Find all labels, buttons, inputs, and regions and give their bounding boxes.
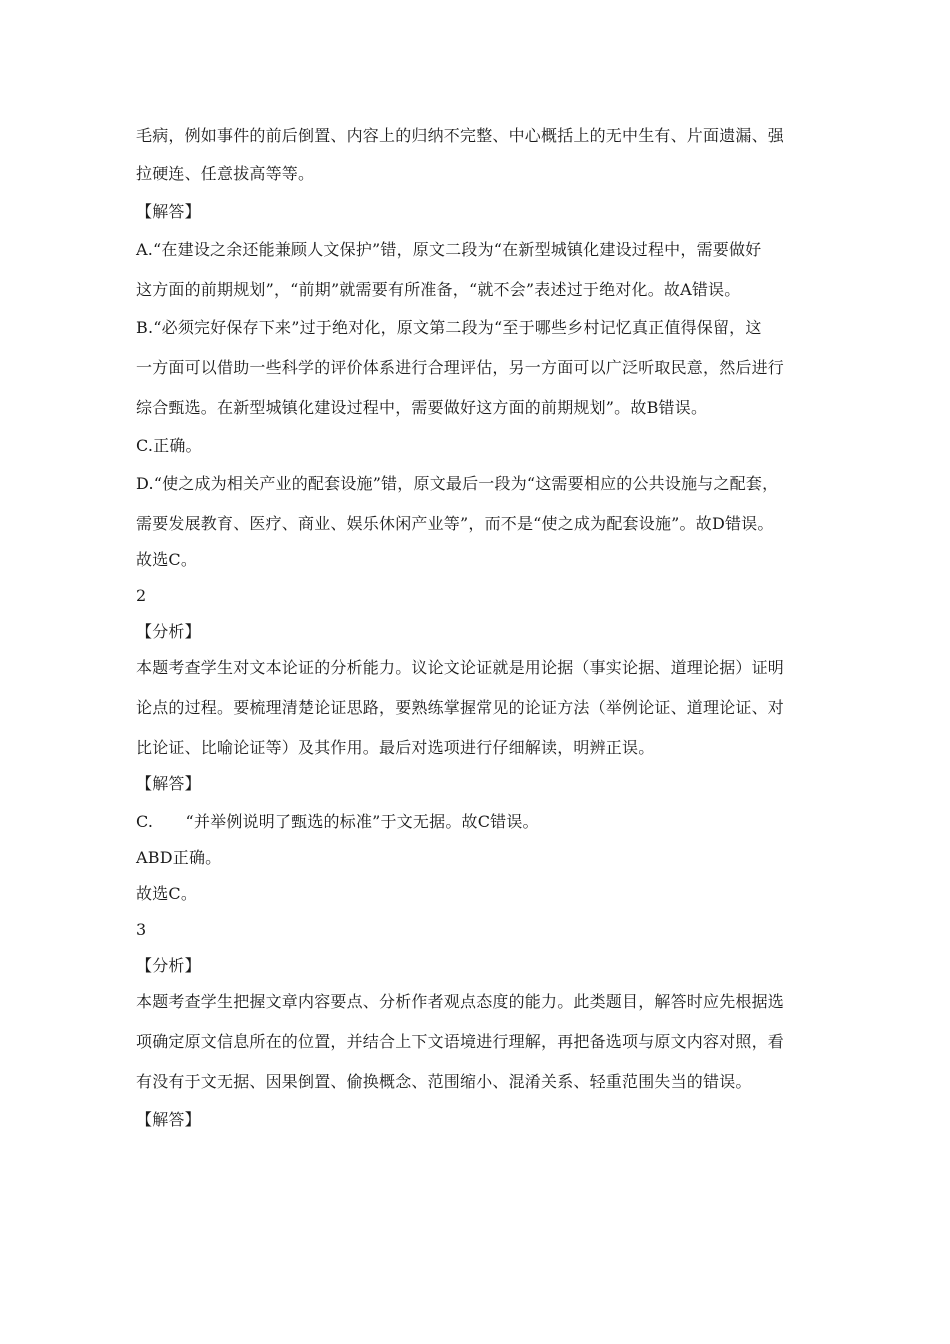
text-line: 本题考查学生对文本论证的分析能力。议论文论证就是用论据（事实论据、道理论据）证明 [136, 658, 785, 677]
text-line: 毛病，例如事件的前后倒置、内容上的归纳不完整、中心概括上的无中生有、片面遗漏、强 [136, 126, 785, 145]
text-line: 故选C。 [136, 884, 198, 903]
text-line: 拉硬连、任意拔高等等。 [136, 164, 315, 183]
section-heading-answer: 【解答】 [136, 202, 201, 221]
text-line: 论点的过程。要梳理清楚论证思路，要熟练掌握常见的论证方法（举例论证、道理论证、对 [136, 698, 785, 717]
text-line: ABD正确。 [136, 848, 222, 867]
section-heading-answer: 【解答】 [136, 774, 201, 793]
question-number: 3 [136, 920, 147, 939]
text-line: D.“使之成为相关产业的配套设施”错，原文最后一段为“这需要相应的公共设施与之配套， [136, 474, 779, 493]
text-line: 这方面的前期规划”，“前期”就需要有所准备，“就不会”表述过于绝对化。故A错误。 [136, 280, 741, 299]
text-line: 一方面可以借助一些科学的评价体系进行合理评估，另一方面可以广泛听取民意，然后进行 [136, 358, 785, 377]
section-heading-analysis: 【分析】 [136, 956, 201, 975]
text-line: 综合甄选。在新型城镇化建设过程中，需要做好这方面的前期规划”。故B错误。 [136, 398, 708, 417]
text-line: B.“必须完好保存下来”过于绝对化，原文第二段为“至于哪些乡村记忆真正值得保留，这 [136, 318, 762, 337]
section-heading-answer: 【解答】 [136, 1110, 201, 1129]
text-line: C. “并举例说明了甄选的标准”于文无据。故C错误。 [136, 812, 539, 831]
text-line: 本题考查学生把握文章内容要点、分析作者观点态度的能力。此类题目，解答时应先根据选 [136, 992, 785, 1011]
text-line: 项确定原文信息所在的位置，并结合上下文语境进行理解，再把备选项与原文内容对照，看 [136, 1032, 785, 1051]
text-line: 需要发展教育、医疗、商业、娱乐休闲产业等”，而不是“使之成为配套设施”。故D错误。 [136, 514, 774, 533]
text-line: A.“在建设之余还能兼顾人文保护”错，原文二段为“在新型城镇化建设过程中，需要做好 [136, 240, 762, 259]
text-line: 故选C。 [136, 550, 198, 569]
section-heading-analysis: 【分析】 [136, 622, 201, 641]
question-number: 2 [136, 586, 147, 605]
text-line: 比论证、比喻论证等）及其作用。最后对选项进行仔细解读，明辨正误。 [136, 738, 655, 757]
text-line: 有没有于文无据、因果倒置、偷换概念、范围缩小、混淆关系、轻重范围失当的错误。 [136, 1072, 752, 1091]
text-line: C.正确。 [136, 436, 202, 455]
